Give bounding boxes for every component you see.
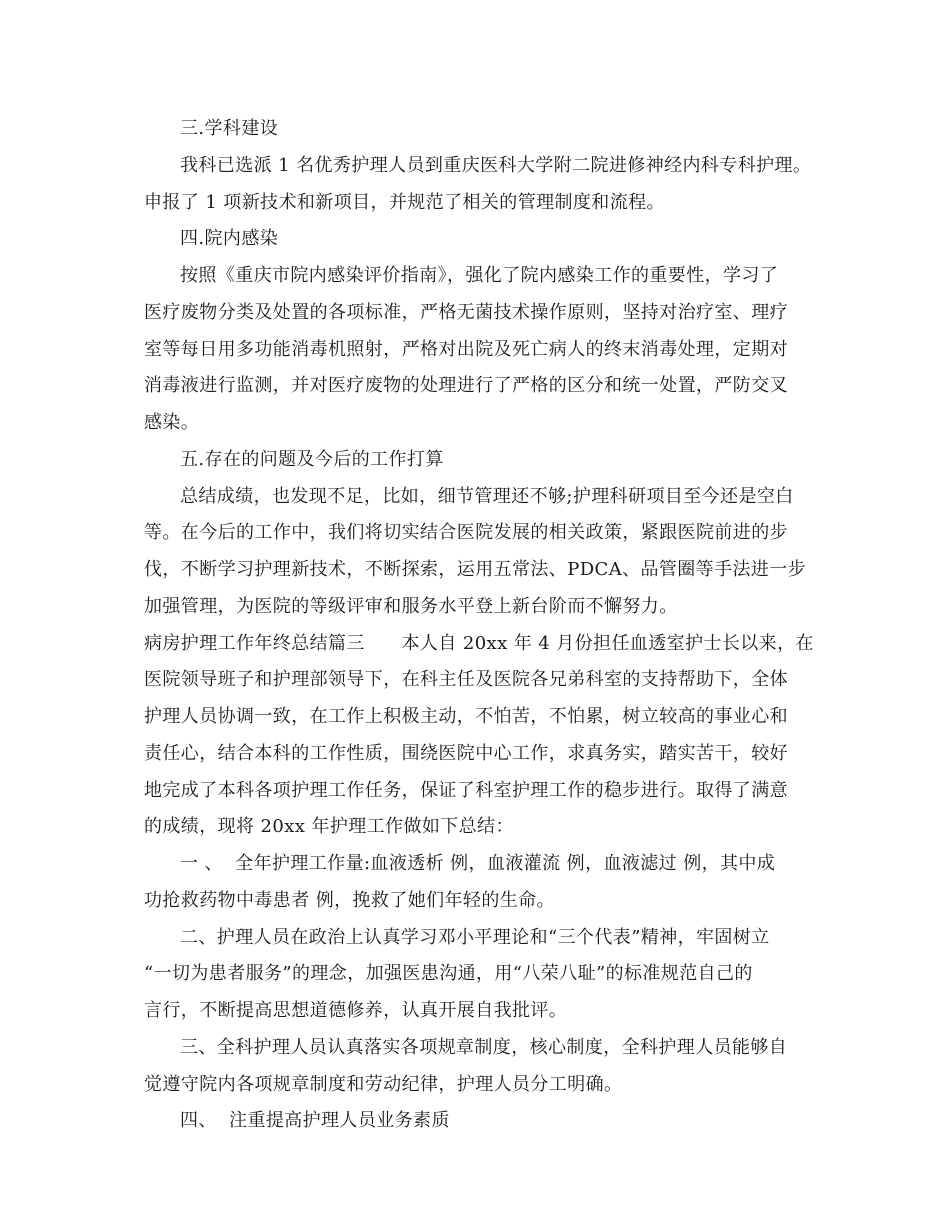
text-line: 三、全科护理人员认真落实各项规章制度，核心制度，全科护理人员能够自 (180, 1037, 788, 1058)
text-line: 觉遵守院内各项规章制度和劳动纪律，护理人员分工明确。 (144, 1074, 623, 1095)
text-line: 言行，不断提高思想道德修养，认真开展自我批评。 (144, 1000, 568, 1021)
text-line: 消毒液进行监测，并对医疗废物的处理进行了严格的区分和统一处置，严防交叉 (144, 375, 788, 396)
text-line: 等。在今后的工作中，我们将切实结合医院发展的相关政策，紧跟医院前进的步 (144, 522, 788, 543)
text-line: 一 、 全年护理工作量:血液透析 例，血液灌流 例，血液滤过 例，其中成 (180, 853, 776, 874)
text-line: 医院领导班子和护理部领导下，在科主任及医院各兄弟科室的支持帮助下，全体 (144, 669, 788, 690)
section-heading: 四.院内感染 (180, 228, 279, 249)
text-line: 责任心，结合本科的工作性质，围绕医院中心工作，求真务实，踏实苦干，较好 (144, 743, 788, 764)
text-line: 病房护理工作年终总结篇三 本人自 20xx 年 4 月份担任血透室护士长以来，在 (144, 633, 814, 654)
text-line: 申报了 1 项新技术和新项目，并规范了相关的管理制度和流程。 (144, 192, 665, 213)
text-line: 总结成绩，也发现不足，比如，细节管理还不够;护理科研项目至今还是空白 (180, 486, 794, 507)
section-heading: 五.存在的问题及今后的工作打算 (180, 449, 444, 470)
text-line: 按照《重庆市院内感染评价指南》，强化了院内感染工作的重要性，学习了 (180, 265, 779, 286)
text-line: 地完成了本科各项护理工作任务，保证了科室护理工作的稳步进行。取得了满意 (144, 780, 788, 801)
section-heading: 四、 注重提高护理人员业务素质 (180, 1110, 450, 1131)
text-line: 伐，不断学习护理新技术，不断探索，运用五常法、PDCA、品管圈等手法进一步 (144, 559, 807, 580)
text-line: 医疗废物分类及处置的各项标准，严格无菌技术操作原则，坚持对治疗室、理疗 (144, 302, 788, 323)
text-line: 二、护理人员在政治上认真学习邓小平理论和“三个代表”精神，牢固树立 (180, 927, 770, 948)
text-line: 加强管理，为医院的等级评审和服务水平登上新台阶而不懈努力。 (144, 596, 678, 617)
section-heading: 三.学科建设 (180, 118, 279, 139)
text-line: 功抢救药物中毒患者 例，挽救了她们年轻的生命。 (144, 890, 555, 911)
text-line: 我科已选派 1 名优秀护理人员到重庆医科大学附二院进修神经内科专科护理。 (180, 155, 812, 176)
text-line: 的成绩，现将 20xx 年护理工作做如下总结： (144, 816, 514, 837)
text-line: “一切为患者服务”的理念，加强医患沟通，用“八荣八耻”的标准规范自己的 (144, 963, 753, 984)
text-line: 室等每日用多功能消毒机照射，严格对出院及死亡病人的终末消毒处理，定期对 (144, 339, 788, 360)
text-line: 感染。 (144, 412, 200, 433)
text-line: 护理人员协调一致，在工作上积极主动，不怕苦，不怕累，树立较高的事业心和 (144, 706, 788, 727)
